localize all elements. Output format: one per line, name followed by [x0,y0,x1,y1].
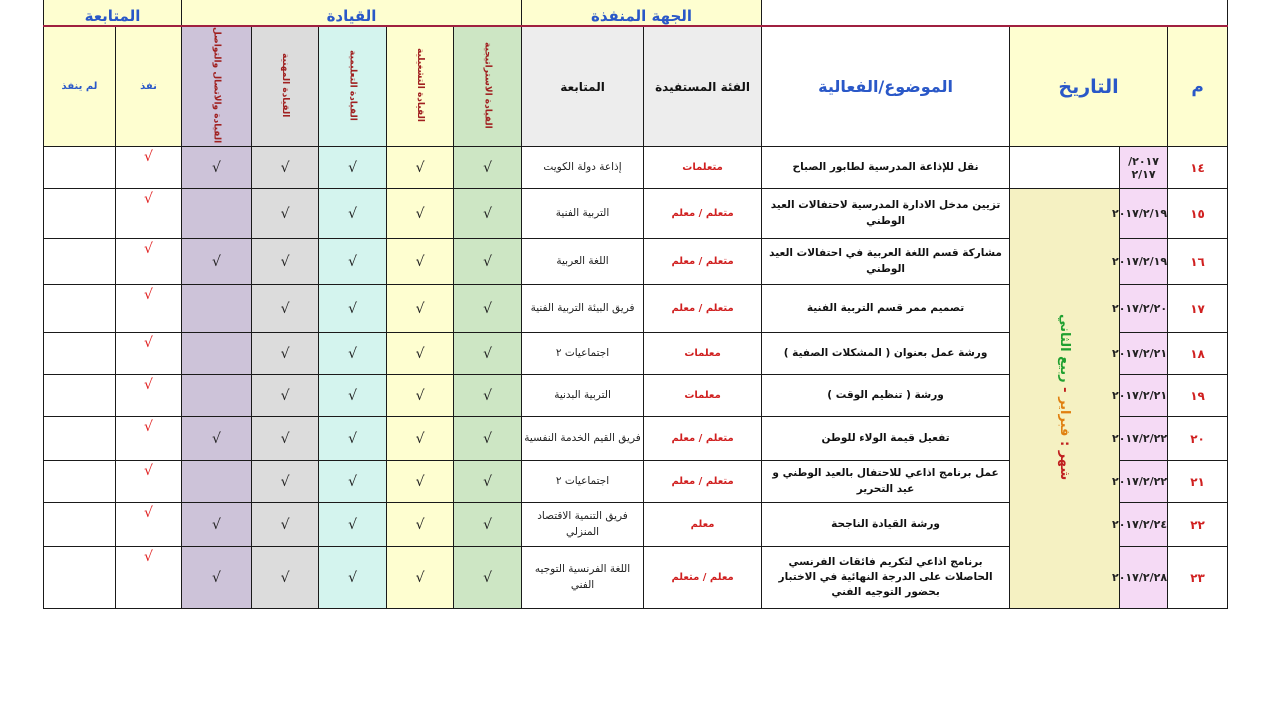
row-number: ١٧ [1168,285,1228,333]
row-category: متعلم / معلم [644,461,762,503]
row-topic: برنامج اذاعي لتكريم فائقات الفرنسي الحاصلات على الدرجة النهائية في الاختبار بحضور التوجيه الفني [762,547,1010,609]
row-lead-communication [182,189,252,239]
row-lead-educational: √ [319,147,387,189]
row-not-done [44,189,116,239]
column-header-row [44,26,1228,147]
row-lead-educational: √ [319,285,387,333]
header-lead-educational [319,26,387,147]
header-lead-operational-text: القيادة التشغيلية [415,48,426,123]
row-not-done [44,417,116,461]
row-category: متعلمات [644,147,762,189]
row-lead-operational: √ [387,285,454,333]
row-number: ٢٣ [1168,547,1228,609]
row-topic: ورشة عمل بعنوان ( المشكلات الصفية ) [762,333,1010,375]
header-category [644,26,762,147]
row-lead-communication: √ [182,239,252,285]
row-follow: اللغة العربية [522,239,644,285]
activities-table [43,0,1228,609]
row-topic: ورشة القيادة الناجحة [762,503,1010,547]
row-topic: مشاركة قسم اللغة العربية في احتفالات العيد الوطني [762,239,1010,285]
row-topic: تزيين مدخل الادارة المدرسية لاحتفالات العيد الوطني [762,189,1010,239]
row-lead-educational: √ [319,375,387,417]
row-lead-operational: √ [387,189,454,239]
row-done: √ [116,285,182,333]
row-not-done [44,333,116,375]
row-lead-professional: √ [252,285,319,333]
row-category: معلمات [644,375,762,417]
row-lead-strategic: √ [454,547,522,609]
header-lead-educational-text: القيادة التعليمية [347,49,358,121]
row-date: ٢٠١٧/٢/٢١ [1120,375,1168,417]
row-lead-professional: √ [252,503,319,547]
row-date: ٢٠١٧/ ٢/١٧ [1120,147,1168,189]
row-lead-operational: √ [387,239,454,285]
month-sep: - [1057,382,1073,397]
month-label [1057,314,1072,480]
row-lead-strategic: √ [454,147,522,189]
month-label-cell [1010,189,1120,609]
row-number: ١٥ [1168,189,1228,239]
row-lead-operational: √ [387,547,454,609]
row-topic: تصميم ممر قسم التربية الفنية [762,285,1010,333]
row-follow: اللغة الفرنسية التوجيه الفني [522,547,644,609]
row-lead-professional: √ [252,461,319,503]
row-not-done [44,503,116,547]
row-lead-strategic: √ [454,417,522,461]
header-spacer [762,0,1228,26]
header-follow: المتابعة [522,26,644,147]
header-lead-professional-text: القيادة المهنية [280,52,291,118]
row-lead-educational: √ [319,461,387,503]
row-not-done [44,461,116,503]
row-follow: التربية الفنية [522,189,644,239]
row-date: ٢٠١٧/٢/١٩ [1120,189,1168,239]
row-follow: التربية البدنية [522,375,644,417]
row-lead-educational: √ [319,547,387,609]
row-number: ١٨ [1168,333,1228,375]
month-hijri: ربيع الثاني [1057,313,1073,383]
row-date: ٢٠١٧/٢/٢٤ [1120,503,1168,547]
row-lead-communication: √ [182,503,252,547]
row-done: √ [116,547,182,609]
row-category: متعلم / معلم [644,285,762,333]
row-follow: إذاعة دولة الكويت [522,147,644,189]
row-topic: ورشة ( تنظيم الوقت ) [762,375,1010,417]
row-lead-operational: √ [387,375,454,417]
header-lead-communication-text: القيادة والاتصال والتواصل [211,27,222,144]
header-done: نفذ [116,26,182,147]
row-not-done [44,375,116,417]
row-category: متعلم / معلم [644,189,762,239]
row-number: ١٩ [1168,375,1228,417]
row-lead-communication: √ [182,147,252,189]
row-topic: نقل للإذاعة المدرسية لطابور الصباح [762,147,1010,189]
row-follow: فريق التنمية الاقتصاد المنزلي [522,503,644,547]
row-lead-educational: √ [319,417,387,461]
row-done: √ [116,503,182,547]
row-follow: فريق البيئة التربية الفنية [522,285,644,333]
row-done: √ [116,189,182,239]
header-topic: الموضوع/الفعالية [762,26,1010,147]
row-lead-communication [182,285,252,333]
month-cell-first [1010,147,1120,189]
header-lead-operational [387,26,454,147]
row-not-done [44,239,116,285]
row-lead-professional: √ [252,189,319,239]
row-lead-strategic: √ [454,239,522,285]
row-category: معلم [644,503,762,547]
row-lead-operational: √ [387,417,454,461]
row-topic: تفعيل قيمة الولاء للوطن [762,417,1010,461]
row-date: ٢٠١٧/٢/٢٠ [1120,285,1168,333]
row-follow: اجتماعيات ٢ [522,461,644,503]
row-lead-communication: √ [182,417,252,461]
row-date: ٢٠١٧/٢/٢٢ [1120,417,1168,461]
row-done: √ [116,147,182,189]
row-category: معلم / متعلم [644,547,762,609]
row-number: ٢٢ [1168,503,1228,547]
row-lead-educational: √ [319,239,387,285]
header-lead-professional [252,26,319,147]
row-lead-communication: √ [182,547,252,609]
row-lead-professional: √ [252,547,319,609]
header-not-done: لم ينفذ [44,26,116,147]
row-number: ١٤ [1168,147,1228,189]
row-not-done [44,147,116,189]
row-lead-educational: √ [319,333,387,375]
row-not-done [44,285,116,333]
row-date: ٢٠١٧/٢/٢٨ [1120,547,1168,609]
header-lead-strategic [454,26,522,147]
row-lead-strategic: √ [454,333,522,375]
row-topic: عمل برنامج اذاعي للاحتفال بالعيد الوطني و عيد التحرير [762,461,1010,503]
row-lead-communication [182,461,252,503]
row-lead-operational: √ [387,461,454,503]
row-lead-strategic: √ [454,189,522,239]
header-num: م [1168,26,1228,147]
group-header-follow-up: المتابعة [44,0,182,26]
row-lead-operational: √ [387,503,454,547]
row-date: ٢٠١٧/٢/٢٢ [1120,461,1168,503]
row-lead-educational: √ [319,503,387,547]
row-lead-professional: √ [252,239,319,285]
group-header-executing-party: الجهة المنفذة [522,0,762,26]
row-done: √ [116,239,182,285]
header-date: التاريخ [1010,26,1168,147]
group-header-leadership: القيادة [182,0,522,26]
row-category: متعلم / معلم [644,239,762,285]
header-lead-strategic-text: القيادة الاستراتيجية [482,41,493,129]
row-date: ٢٠١٧/٢/٢١ [1120,333,1168,375]
row-done: √ [116,375,182,417]
row-lead-strategic: √ [454,461,522,503]
row-not-done [44,547,116,609]
row-lead-educational: √ [319,189,387,239]
header-lead-communication [182,26,252,147]
row-lead-communication [182,375,252,417]
row-number: ٢٠ [1168,417,1228,461]
row-lead-professional: √ [252,417,319,461]
row-lead-professional: √ [252,333,319,375]
row-category: متعلم / معلم [644,417,762,461]
month-name: فبراير [1057,396,1073,437]
row-lead-professional: √ [252,147,319,189]
row-lead-communication [182,333,252,375]
row-follow: اجتماعيات ٢ [522,333,644,375]
group-header-row [44,0,1228,26]
row-lead-strategic: √ [454,285,522,333]
row-done: √ [116,461,182,503]
row-lead-strategic: √ [454,503,522,547]
row-follow: فريق القيم الخدمة النفسية [522,417,644,461]
row-lead-operational: √ [387,333,454,375]
row-date: ٢٠١٧/٢/١٩ [1120,239,1168,285]
table-row [44,147,1228,189]
table-body [44,147,1228,609]
month-prefix: شهر : [1057,436,1073,480]
activity-sheet [43,0,1228,609]
header-category-text: الفئة المستفيدة [655,79,751,94]
row-number: ٢١ [1168,461,1228,503]
row-number: ١٦ [1168,239,1228,285]
table-row [44,189,1228,239]
row-lead-professional: √ [252,375,319,417]
row-lead-operational: √ [387,147,454,189]
row-category: معلمات [644,333,762,375]
row-done: √ [116,333,182,375]
row-done: √ [116,417,182,461]
row-lead-strategic: √ [454,375,522,417]
